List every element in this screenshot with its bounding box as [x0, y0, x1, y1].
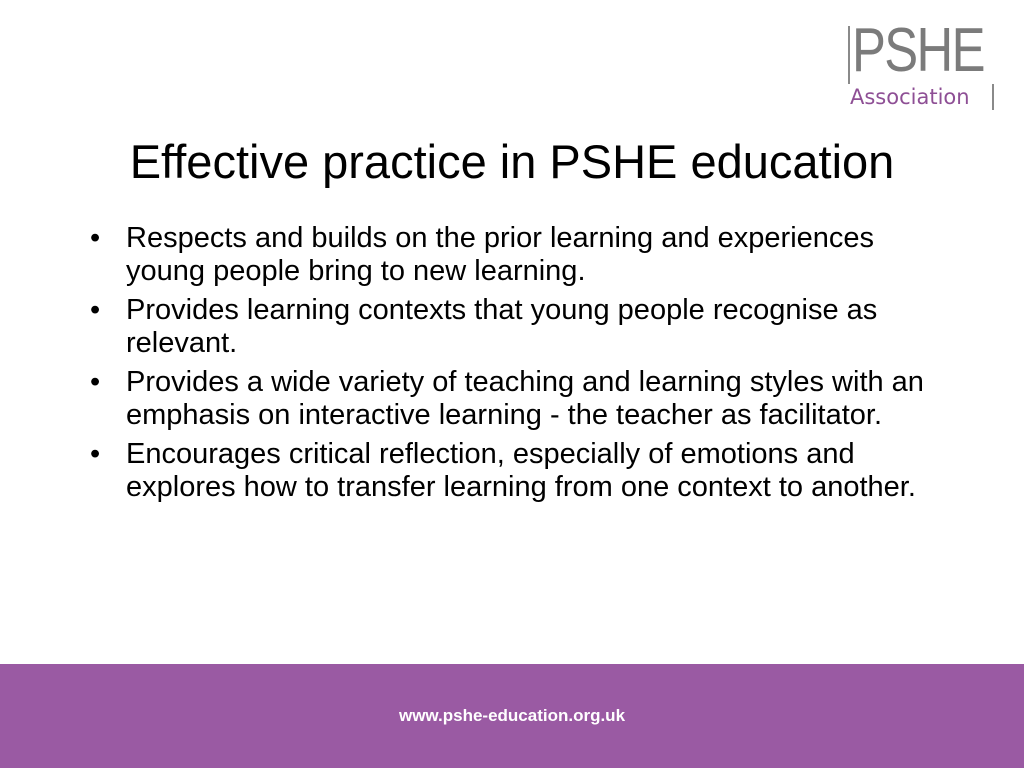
logo-rule-left [848, 26, 850, 84]
bullet-text: Encourages critical reflection, especially of emotions and explores how to transfer learning from one context to another. [126, 438, 916, 503]
bullet-dot-icon: • [90, 294, 101, 326]
bullet-item [90, 222, 940, 288]
footer-band [0, 664, 1024, 768]
bullet-dot-icon: • [90, 366, 101, 398]
logo-rule-right [992, 84, 994, 110]
bullet-text: Provides a wide variety of teaching and learning styles with an emphasis on interactive learning - the teacher as facilitator. [126, 366, 924, 431]
bullet-item [90, 438, 940, 504]
bullet-item [90, 294, 940, 360]
bullet-item [90, 366, 940, 432]
logo-wordmark: PSHE [852, 16, 984, 85]
logo-subtitle: Association [850, 85, 970, 109]
footer-url: www.pshe-education.org.uk [398, 706, 626, 725]
bullet-dot-icon: • [90, 222, 101, 254]
bullet-dot-icon: • [90, 438, 101, 470]
bullet-list [90, 222, 940, 510]
pshe-association-logo [848, 16, 994, 112]
bullet-text: Respects and builds on the prior learning and experiences young people bring to new learning. [126, 222, 875, 287]
bullet-text: Provides learning contexts that young people recognise as relevant. [126, 294, 878, 359]
slide-title: Effective practice in PSHE education [129, 135, 895, 188]
